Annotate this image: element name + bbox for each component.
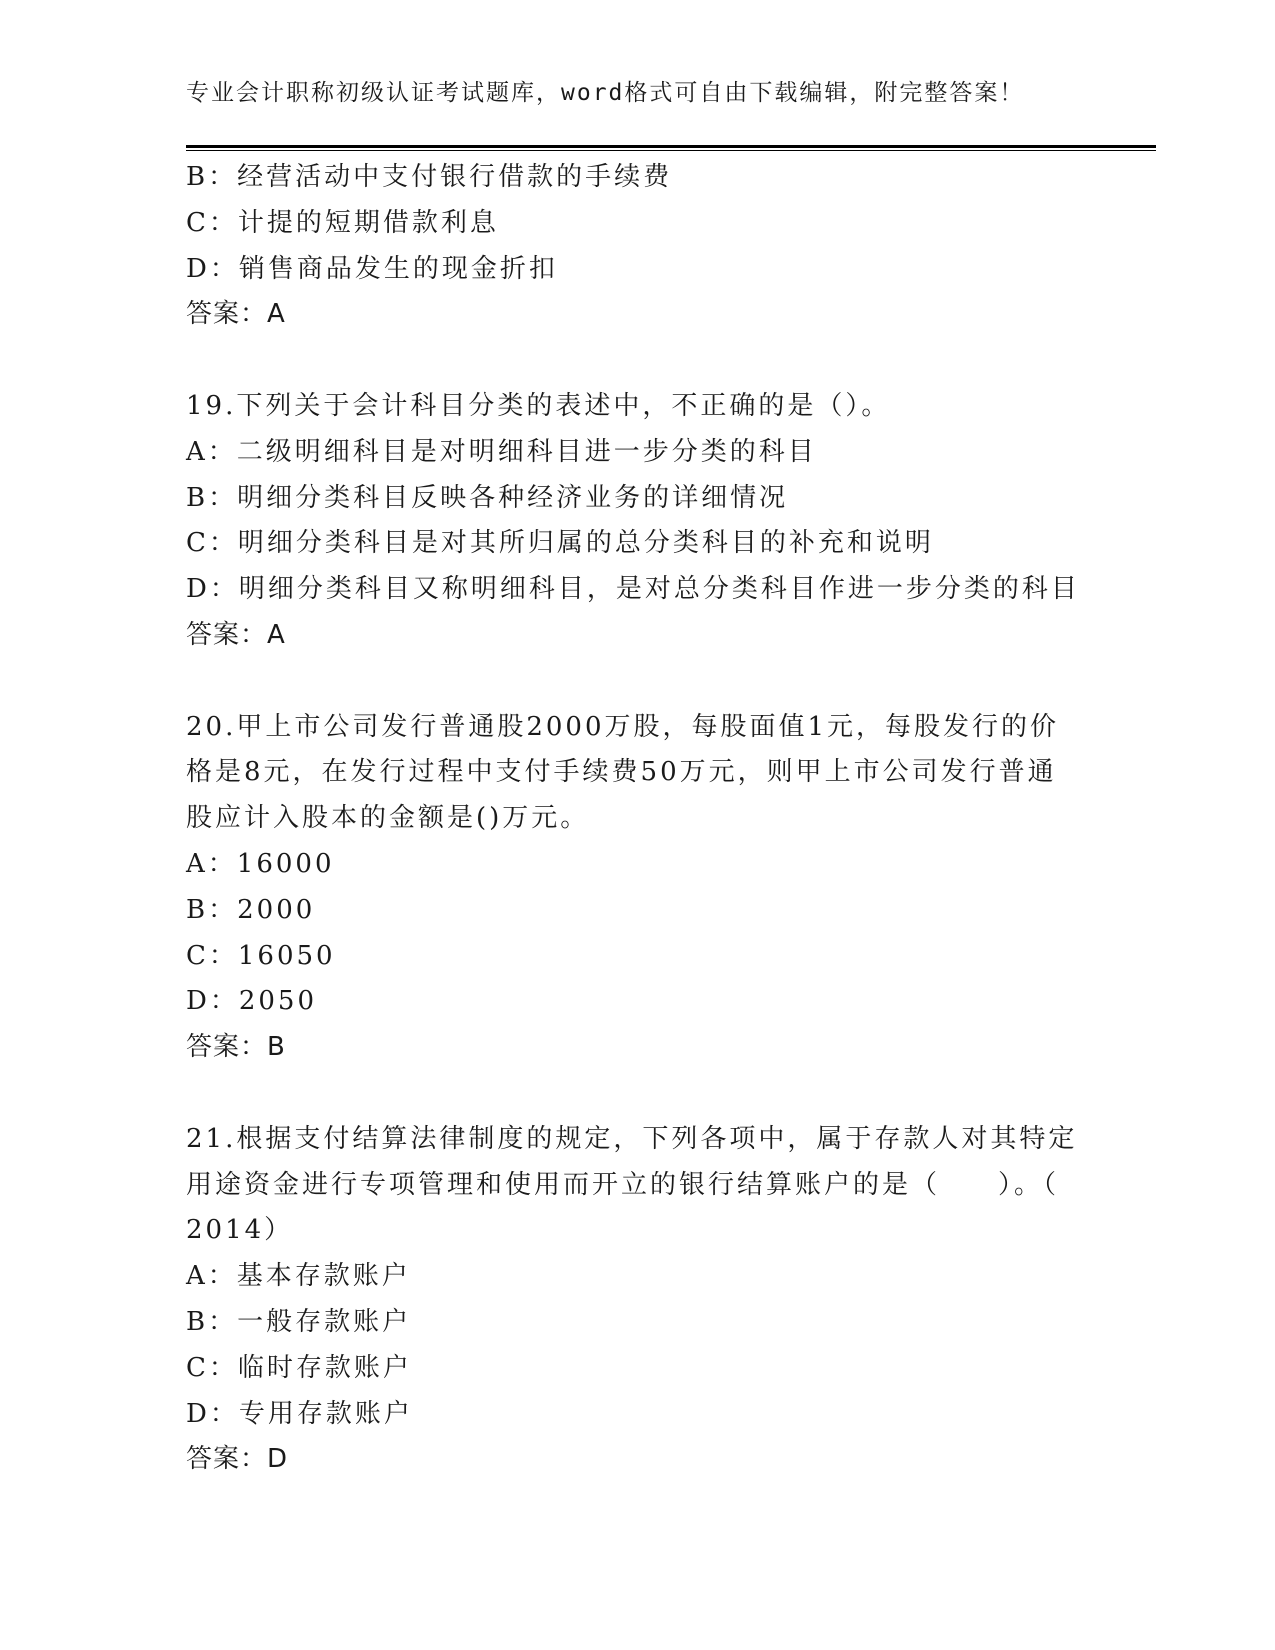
question-text-line-2: 用途资金进行专项管理和使用而开立的银行结算账户的是（ ）。（ [186,1169,1060,1200]
option-d: D：专用存款账户 [186,1398,413,1429]
option-b: B：一般存款账户 [186,1306,412,1337]
question-content [186,155,1086,1483]
option-b: B：经营活动中支付银行借款的手续费 [186,162,673,192]
option-a: A：16000 [186,848,335,879]
option-a: A：基本存款账户 [186,1261,411,1292]
question-block-21 [186,1117,1086,1483]
option-d: D：明细分类科目又称明细科目，是对总分类科目作进一步分类的科目 [186,574,1080,605]
option-c: C：明细分类科目是对其所归属的总分类科目的补充和说明 [186,528,934,559]
answer-line: 答案：D [186,1444,289,1475]
question-text-line-3: 股应计入股本的金额是()万元。 [186,803,590,834]
option-c: C：计提的短期借款利息 [186,207,499,238]
option-d: D：2050 [186,986,318,1017]
question-block-19 [186,384,1086,659]
spacer [186,659,1086,705]
question-text-line-2: 格是8元，在发行过程中支付手续费50万元，则甲上市公司发行普通 [186,757,1057,788]
spacer [186,338,1086,384]
question-block-20 [186,705,1086,1071]
question-text-line-1: 21.根据支付结算法律制度的规定，下列各项中，属于存款人对其特定 [186,1123,1078,1154]
answer-line: 答案：A [186,299,286,330]
question-text: 19.下列关于会计科目分类的表述中，不正确的是（）。 [186,390,891,421]
page-header: 专业会计职称初级认证考试题库，word格式可自由下载编辑，附完整答案！ [186,80,1025,106]
option-d: D：销售商品发生的现金折扣 [186,253,558,284]
option-b: B：明细分类科目反映各种经济业务的详细情况 [186,482,789,513]
header-rule-thin [186,150,1156,151]
option-b: B：2000 [186,894,316,925]
question-text-line-1: 20.甲上市公司发行普通股2000万股，每股面值1元，每股发行的价 [186,711,1060,742]
option-a: A：二级明细科目是对明细科目进一步分类的科目 [186,436,817,467]
header-rule-thick [186,145,1156,148]
option-c: C：临时存款账户 [186,1352,412,1383]
answer-line: 答案：B [186,1032,286,1063]
option-c: C：16050 [186,940,336,971]
spacer [186,1071,1086,1117]
question-block-18 [186,155,1086,338]
answer-line: 答案：A [186,619,286,650]
question-text-line-3: 2014） [186,1215,294,1246]
